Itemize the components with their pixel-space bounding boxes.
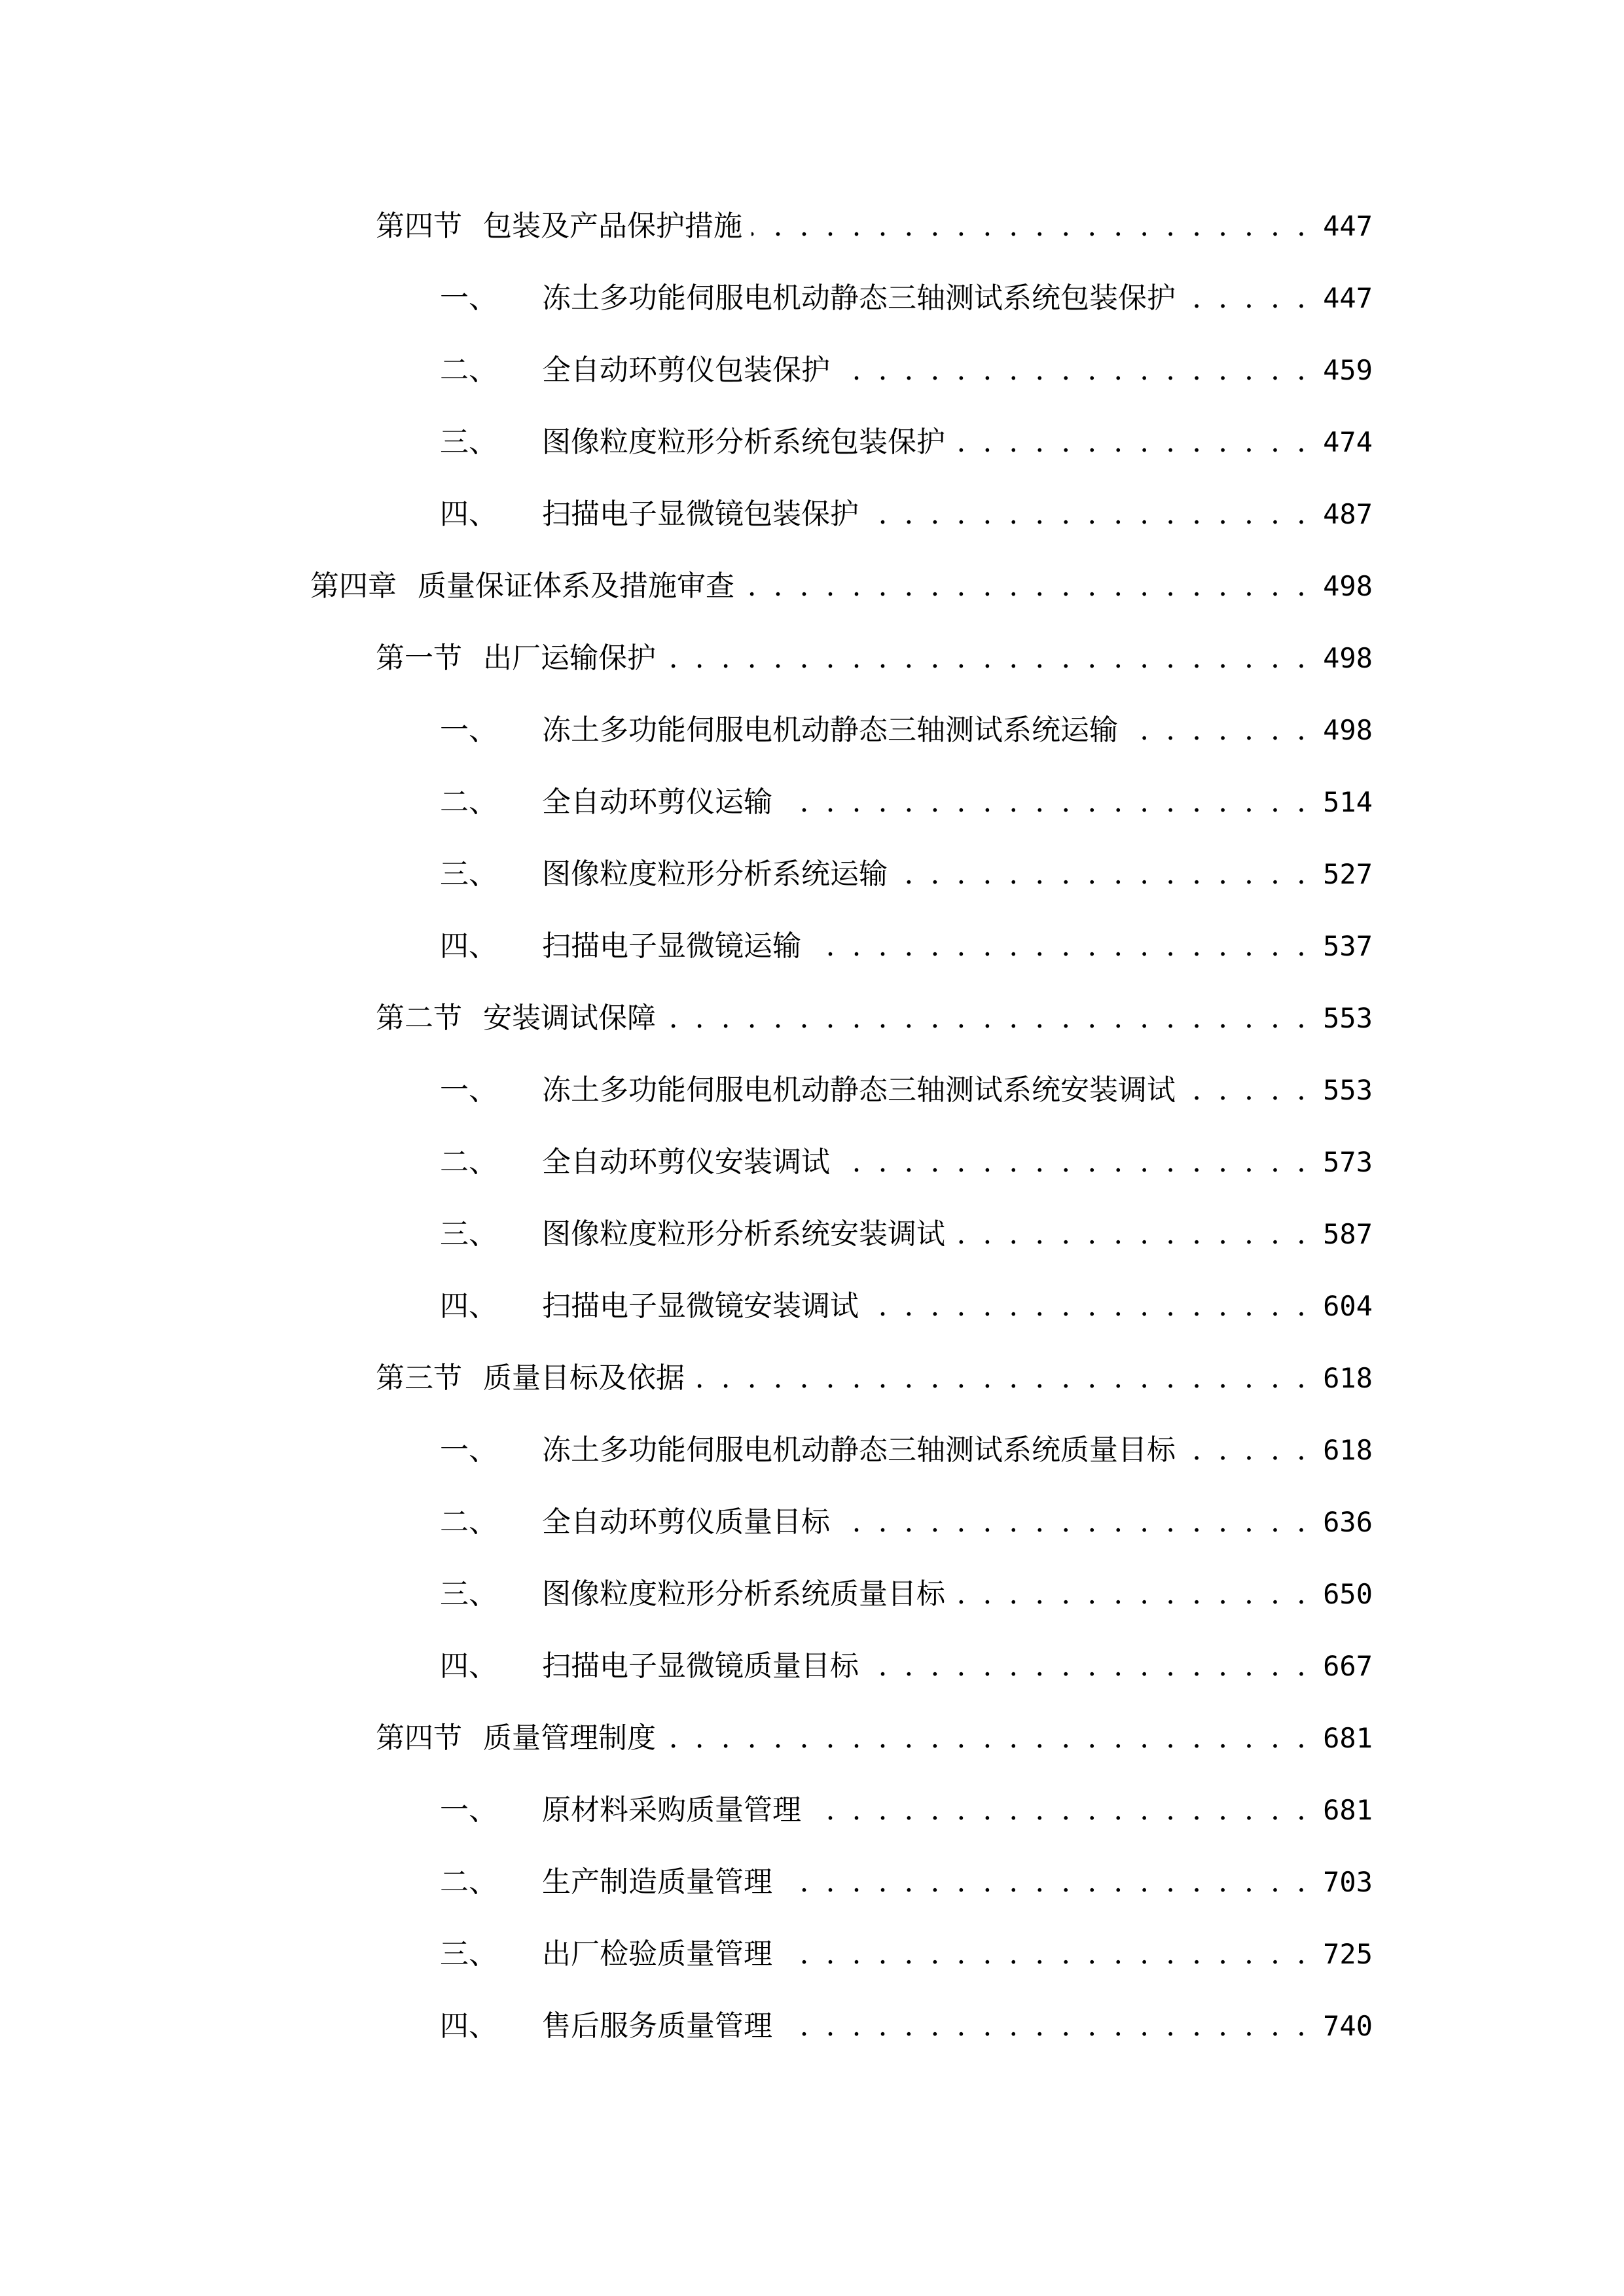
toc-entry-item[interactable] (440, 276, 1373, 321)
dot-leader (868, 1643, 1310, 1689)
toc-entry-number: 四、 (440, 497, 497, 531)
toc-entry-section[interactable] (376, 636, 1373, 681)
toc-entry-title: 包装及产品保护措施 (483, 209, 742, 243)
toc-entry-page: 618 (1323, 1362, 1373, 1394)
toc-entry-chapter[interactable] (310, 564, 1373, 609)
toc-entry-number: 一、 (440, 713, 497, 747)
toc-entry-number: 一、 (440, 1433, 497, 1467)
toc-entry-page: 636 (1323, 1506, 1373, 1538)
toc-entry-title: 图像粒度粒形分析系统运输 (542, 857, 888, 891)
dot-leader (665, 996, 1310, 1041)
toc-entry-label (440, 2003, 772, 2049)
toc-entry-page: 487 (1323, 498, 1373, 530)
toc-entry-title: 冻土多功能伺服电机动静态三轴测试系统运输 (542, 713, 1118, 747)
dot-leader (954, 1571, 1310, 1617)
toc-entry-page: 553 (1323, 1002, 1373, 1034)
dot-leader (1127, 708, 1310, 753)
dot-leader (954, 420, 1310, 465)
toc-entry-item[interactable] (440, 492, 1373, 537)
toc-entry-label (440, 1283, 859, 1329)
toc-entry-item[interactable] (440, 1499, 1373, 1545)
toc-entry-item[interactable] (440, 1859, 1373, 1905)
toc-entry-number: 一、 (440, 281, 497, 315)
toc-entry-page: 650 (1323, 1578, 1373, 1610)
toc-entry-number: 三、 (440, 425, 497, 459)
toc-entry-label (440, 276, 1176, 321)
toc-entry-item[interactable] (440, 852, 1373, 897)
toc-entry-page: 447 (1323, 210, 1373, 242)
toc-entry-label (376, 996, 656, 1041)
toc-entry-number: 二、 (440, 1145, 497, 1179)
dot-leader (897, 852, 1310, 897)
toc-entry-item[interactable] (440, 780, 1373, 825)
toc-entry-item[interactable] (440, 1643, 1373, 1689)
toc-entry-page: 537 (1323, 930, 1373, 962)
dot-leader (782, 2003, 1310, 2049)
toc-entry-title: 原材料采购质量管理 (542, 1793, 801, 1827)
toc-entry-title: 扫描电子显微镜运输 (542, 929, 801, 963)
toc-entry-label (376, 1715, 656, 1761)
toc-entry-item[interactable] (440, 1211, 1373, 1257)
toc-entry-number: 第四章 (310, 569, 397, 603)
toc-entry-page: 618 (1323, 1434, 1373, 1466)
dot-leader (868, 492, 1310, 537)
toc-entry-label (440, 1787, 801, 1833)
dot-leader (1185, 1067, 1310, 1113)
toc-entry-number: 四、 (440, 929, 497, 963)
toc-entry-label (376, 204, 742, 249)
toc-entry-number: 第二节 (376, 1001, 462, 1035)
toc-entry-number: 三、 (440, 1217, 497, 1251)
toc-entry-page: 573 (1323, 1146, 1373, 1178)
dot-leader (782, 780, 1310, 825)
toc-entry-number: 一、 (440, 1793, 497, 1827)
toc-entry-title: 质量管理制度 (483, 1721, 656, 1755)
toc-entry-item[interactable] (440, 1787, 1373, 1833)
dot-leader (782, 1859, 1310, 1905)
toc-entry-page: 498 (1323, 570, 1373, 602)
toc-entry-number: 四、 (440, 2009, 497, 2043)
toc-entry-item[interactable] (440, 2003, 1373, 2049)
toc-entry-title: 全自动环剪仪运输 (542, 785, 772, 819)
toc-entry-title: 图像粒度粒形分析系统包装保护 (542, 425, 945, 459)
toc-entry-label (440, 348, 830, 393)
toc-entry-number: 四、 (440, 1289, 497, 1323)
toc-entry-page: 725 (1323, 1938, 1373, 1970)
toc-entry-title: 出厂运输保护 (483, 641, 656, 675)
toc-entry-label (376, 1355, 685, 1401)
toc-entry-number: 三、 (440, 1577, 497, 1611)
toc-entry-label (310, 564, 734, 609)
toc-entry-number: 四、 (440, 1649, 497, 1683)
toc-entry-section[interactable] (376, 1355, 1373, 1401)
toc-entry-title: 冻土多功能伺服电机动静态三轴测试系统质量目标 (542, 1433, 1176, 1467)
toc-entry-label (440, 780, 772, 825)
toc-entry-title: 售后服务质量管理 (542, 2009, 772, 2043)
toc-entry-item[interactable] (440, 924, 1373, 969)
toc-entry-page: 498 (1323, 714, 1373, 746)
dot-leader (810, 924, 1310, 969)
toc-entry-title: 扫描电子显微镜安装调试 (542, 1289, 859, 1323)
toc-entry-item[interactable] (440, 1139, 1373, 1185)
toc-entry-number: 第四节 (376, 1721, 462, 1755)
toc-entry-label (440, 1067, 1176, 1113)
toc-entry-number: 第一节 (376, 641, 462, 675)
toc-entry-page: 681 (1323, 1794, 1373, 1826)
toc-entry-title: 全自动环剪仪质量目标 (542, 1505, 830, 1539)
toc-entry-page: 459 (1323, 354, 1373, 386)
toc-entry-number: 二、 (440, 1865, 497, 1899)
toc-entry-title: 图像粒度粒形分析系统质量目标 (542, 1577, 945, 1611)
toc-entry-title: 冻土多功能伺服电机动静态三轴测试系统安装调试 (542, 1073, 1176, 1107)
toc-entry-title: 质量目标及依据 (483, 1361, 685, 1395)
toc-entry-label (440, 1571, 945, 1617)
toc-entry-title: 出厂检验质量管理 (542, 1937, 772, 1971)
dot-leader (1185, 276, 1310, 321)
toc-entry-page: 527 (1323, 858, 1373, 890)
toc-entry-page: 667 (1323, 1650, 1373, 1682)
toc-entry-page: 553 (1323, 1074, 1373, 1106)
toc-entry-item[interactable] (440, 1427, 1373, 1473)
dot-leader (751, 204, 1310, 249)
toc-entry-title: 质量保证体系及措施审查 (418, 569, 734, 603)
dot-leader (839, 348, 1310, 393)
toc-entry-number: 二、 (440, 1505, 497, 1539)
toc-entry-page: 447 (1323, 282, 1373, 314)
toc-entry-page: 740 (1323, 2010, 1373, 2042)
toc-entry-page: 703 (1323, 1866, 1373, 1898)
dot-leader (839, 1139, 1310, 1185)
toc-entry-label (440, 492, 859, 537)
toc-entry-number: 三、 (440, 1937, 497, 1971)
toc-entry-label (440, 1499, 830, 1545)
toc-entry-item[interactable] (440, 1283, 1373, 1329)
toc-entry-label (440, 1427, 1176, 1473)
toc-entry-label (376, 636, 656, 681)
toc-entry-item[interactable] (440, 1571, 1373, 1617)
toc-entry-item[interactable] (440, 1931, 1373, 1977)
toc-entry-section[interactable] (376, 1715, 1373, 1761)
toc-entry-label (440, 1643, 859, 1689)
dot-leader (744, 564, 1310, 609)
toc-entry-number: 二、 (440, 353, 497, 387)
toc-entry-label (440, 1211, 945, 1257)
toc-entry-item[interactable] (440, 348, 1373, 393)
toc-entry-page: 604 (1323, 1290, 1373, 1322)
dot-leader (782, 1931, 1310, 1977)
toc-entry-label (440, 852, 888, 897)
dot-leader (868, 1283, 1310, 1329)
dot-leader (1185, 1427, 1310, 1473)
toc-entry-page: 587 (1323, 1218, 1373, 1250)
toc-entry-label (440, 924, 801, 969)
dot-leader (694, 1355, 1310, 1401)
toc-entry-page: 498 (1323, 642, 1373, 674)
toc-entry-label (440, 420, 945, 465)
toc-entry-item[interactable] (440, 1067, 1373, 1113)
toc-entry-page: 514 (1323, 786, 1373, 818)
toc-entry-item[interactable] (440, 420, 1373, 465)
toc-entry-page: 474 (1323, 426, 1373, 458)
toc-entry-section[interactable] (376, 204, 1373, 249)
toc-entry-title: 生产制造质量管理 (542, 1865, 772, 1899)
toc-entry-title: 冻土多功能伺服电机动静态三轴测试系统包装保护 (542, 281, 1176, 315)
toc-entry-number: 三、 (440, 857, 497, 891)
toc-entry-item[interactable] (440, 708, 1373, 753)
toc-entry-section[interactable] (376, 996, 1373, 1041)
dot-leader (665, 636, 1310, 681)
dot-leader (954, 1211, 1310, 1257)
toc-entry-title: 扫描电子显微镜质量目标 (542, 1649, 859, 1683)
dot-leader (839, 1499, 1310, 1545)
toc-entry-label (440, 1931, 772, 1977)
toc-entry-label (440, 708, 1118, 753)
toc-entry-number: 第三节 (376, 1361, 462, 1395)
toc-entry-number: 二、 (440, 785, 497, 819)
toc-entry-label (440, 1139, 830, 1185)
toc-entry-page: 681 (1323, 1722, 1373, 1754)
dot-leader (665, 1715, 1310, 1761)
dot-leader (810, 1787, 1310, 1833)
toc-entry-title: 安装调试保障 (483, 1001, 656, 1035)
toc-entry-title: 图像粒度粒形分析系统安装调试 (542, 1217, 945, 1251)
toc-entry-label (440, 1859, 772, 1905)
toc-entry-number: 一、 (440, 1073, 497, 1107)
toc-entry-title: 扫描电子显微镜包装保护 (542, 497, 859, 531)
toc-entry-title: 全自动环剪仪安装调试 (542, 1145, 830, 1179)
toc-entry-title: 全自动环剪仪包装保护 (542, 353, 830, 387)
toc-entry-number: 第四节 (376, 209, 462, 243)
